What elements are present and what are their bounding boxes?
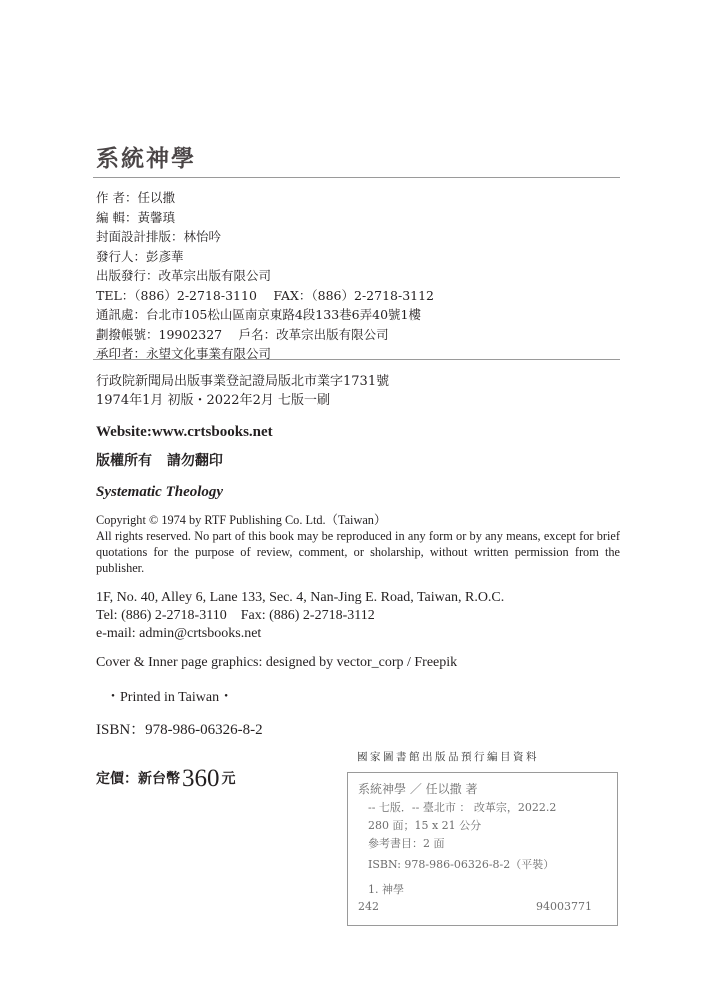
credit-postal-account: 劃撥帳號：19902327 戶名：改革宗出版有限公司 (96, 326, 389, 342)
divider (93, 359, 620, 360)
english-address (96, 589, 504, 643)
address-line: 1F, No. 40, Alley 6, Lane 133, Sec. 4, Nan-Jing E. Road, Taiwan, R.O.C. (96, 590, 505, 605)
divider (93, 177, 620, 178)
credit-cover-design: 封面設計排版：林怡吟 (96, 229, 222, 244)
registration-edition: 1974年1月 初版・2022年2月 七版一刷 (96, 393, 330, 408)
website-url: Website:www.crtsbooks.net (96, 424, 273, 440)
cip-heading: 國家圖書館出版品預行編目資料 (357, 751, 539, 763)
cip-isbn: ISBN: 978-986-06326-8-2（平裝） (368, 858, 555, 871)
price (96, 765, 236, 793)
printed-in: ・Printed in Taiwan・ (106, 690, 234, 705)
cip-bibliography: 參考書目：2 面 (368, 837, 445, 850)
cip-class-number: 242 (358, 900, 379, 913)
cip-title-line: 系統神學 ／ 任以撒 著 (358, 782, 478, 796)
english-title: Systematic Theology (96, 484, 224, 500)
credit-author: 作 者：任以撒 (96, 190, 175, 205)
credits-list (96, 188, 434, 364)
credit-printer: 承印者：永望文化事業有限公司 (96, 346, 272, 361)
cover-credit: Cover & Inner page graphics: designed by vector_corp / Freepik (96, 655, 458, 670)
rights-notice: 版權所有 請勿翻印 (96, 453, 223, 469)
registration-license: 行政院新聞局出版事業登記證局版北市業字1731號 (96, 374, 390, 389)
address-email: e-mail: admin@crtsbooks.net (96, 626, 262, 641)
credit-publisher: 出版發行：改革宗出版有限公司 (96, 268, 272, 283)
cip-record-number: 94003771 (536, 900, 592, 913)
credit-phone-fax: TEL：（886）2-2718-3110 FAX：（886）2-2718-3112 (96, 287, 435, 303)
address-phone: Tel: (886) 2-2718-3110 Fax: (886) 2-2718-3112 (96, 608, 375, 623)
credit-editor: 編 輯：黃馨瑱 (96, 209, 175, 225)
copyright-line: Copyright © 1974 by RTF Publishing Co. Ltd.（Taiwan） (96, 513, 387, 527)
cip-edition: -- 七版．-- 臺北市 ： 改革宗，2022.2 (368, 801, 557, 814)
isbn: ISBN：978-986-06326-8-2 (96, 722, 263, 738)
cip-subject: 1. 神學 (368, 883, 404, 896)
copyright-block (96, 512, 620, 576)
registration-info (96, 372, 389, 410)
copyright-text: All rights reserved. No part of this book may be reproduced in any form or by any means, except for brief quotations for the purpose of review, comment, or sholarship, without written permission from the publisher. (96, 529, 620, 575)
credit-publisher-person: 發行人：彭彥華 (96, 248, 184, 264)
price-unit: 元 (221, 771, 236, 787)
cip-record (347, 772, 618, 926)
price-amount: 360 (182, 765, 220, 792)
book-title: 系統神學 (96, 145, 196, 172)
credit-address: 通訊處：台北市105松山區南京東路4段133巷6弄40號1樓 (96, 307, 421, 322)
cip-pages: 280 面；15 x 21 公分 (368, 819, 482, 832)
price-label: 定價：新台幣 (96, 771, 180, 787)
